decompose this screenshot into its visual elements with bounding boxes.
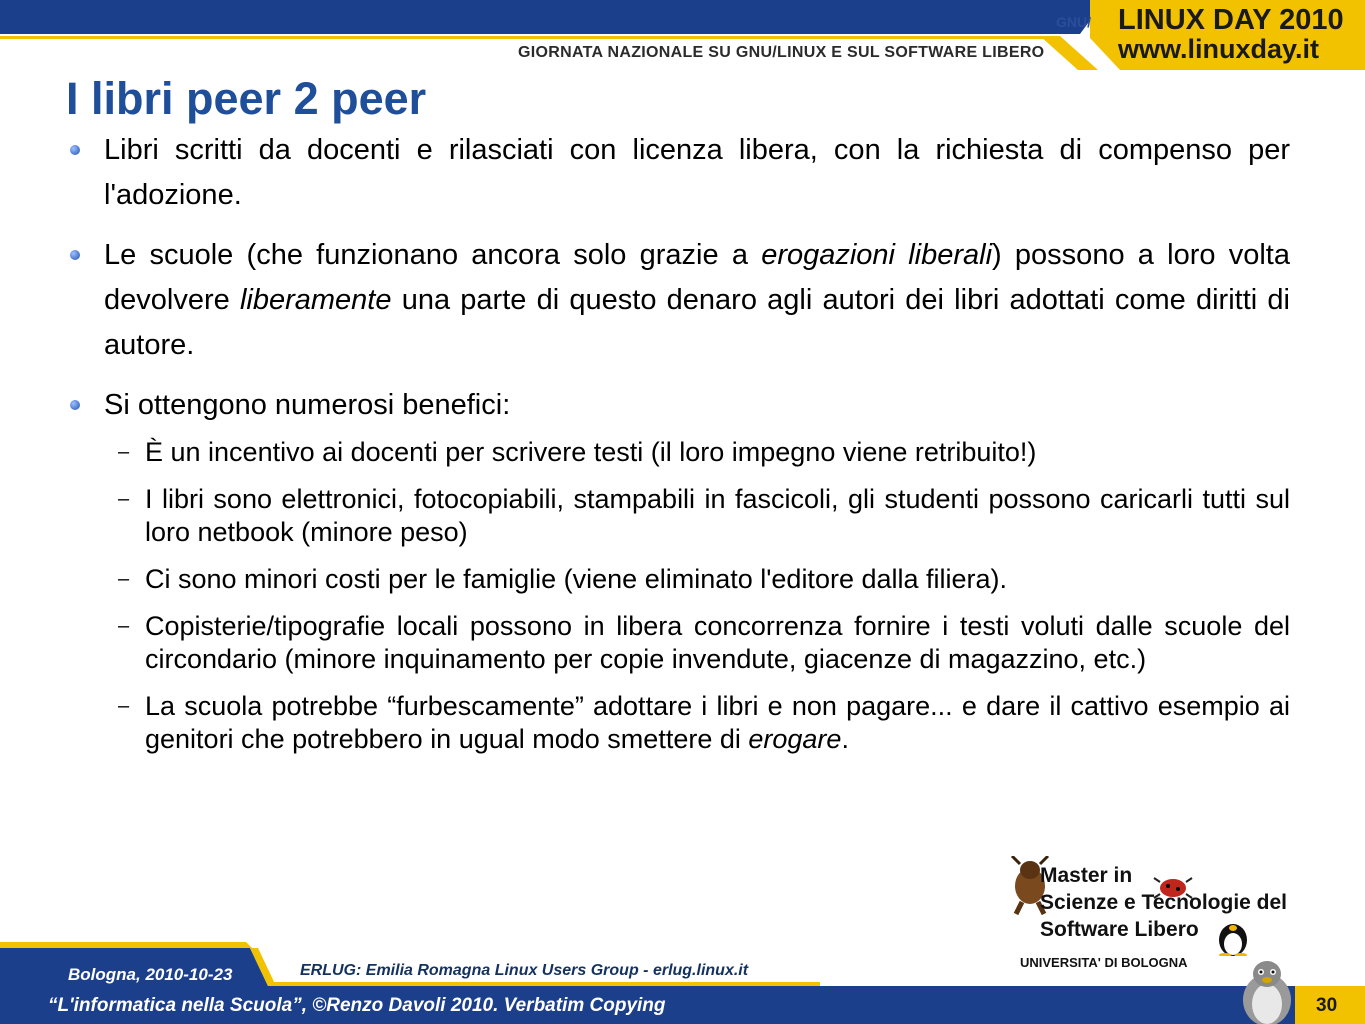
sub-item-text: .: [841, 724, 849, 754]
bullet-item: Si ottengono numerosi benefici:: [70, 383, 1290, 428]
sub-item-text: La scuola potrebbe “furbescamente” adottare i libri e non pagare... e dare il cattivo esempio ai genitori che potrebbero in ugual modo smettere di: [145, 691, 1290, 754]
bullet-text: una parte di questo denaro agli autori dei libri adottati come diritti di autore.: [104, 284, 1290, 361]
logo-line-1: Master in: [1040, 864, 1133, 887]
page-number: 30: [1316, 995, 1338, 1016]
sub-item: – Ci sono minori costi per le famiglie (viene eliminato l'editore dalla filiera).: [70, 563, 1290, 596]
university-label: UNIVERSITA' DI BOLOGNA: [1020, 955, 1188, 970]
event-subtitle: GIORNATA NAZIONALE SU GNU/LINUX E SUL SOFTWARE LIBERO: [518, 44, 1045, 61]
bullet-item: Libri scritti da docenti e rilasciati con licenza libera, con la richiesta di compenso per l'adozione.: [70, 128, 1290, 218]
bullet-item: [70, 233, 1290, 368]
event-url: www.linuxday.it: [1118, 34, 1320, 64]
sub-item: – Copisterie/tipografie locali possono in libera concorrenza fornire i testi voluti dalle scuole del circondario (minore inquinamento per copie invendute, giacenze di magazzino, etc.): [70, 610, 1290, 676]
bullet-text: Le scuole (che funzionano ancora solo grazie a: [104, 239, 762, 271]
footer-group: ERLUG: Emilia Romagna Linux Users Group - erlug.linux.it: [300, 962, 749, 979]
slide-content: [70, 128, 1290, 770]
sub-item: – I libri sono elettronici, fotocopiabili, stampabili in fascicoli, gli studenti possono caricarli tutti sul loro netbook (minore peso): [70, 483, 1290, 549]
footer-copyright: “L'informatica nella Scuola”, ©Renzo Davoli 2010. Verbatim Copying: [48, 995, 666, 1016]
sub-item: – È un incentivo ai docenti per scrivere testi (il loro impegno viene retribuito!): [70, 436, 1290, 469]
slide-title: I libri peer 2 peer: [66, 73, 427, 124]
logo-line-2: Scienze e Tecnologie del: [1040, 891, 1288, 914]
emphasis-text: liberamente: [239, 284, 392, 316]
event-title: LINUX DAY 2010: [1118, 4, 1344, 36]
tux-penguin-icon: [1236, 960, 1298, 1024]
footer-date: Bologna, 2010-10-23: [68, 965, 233, 984]
emphasis-text: erogazioni liberali: [761, 239, 993, 271]
sub-item: [70, 690, 1290, 756]
gnu-tag: GNU/: [1056, 14, 1091, 30]
logo-line-3: Software Libero: [1040, 918, 1199, 941]
bullet-text: ) possono a loro volta devolvere: [104, 239, 1290, 316]
emphasis-text: erogare: [748, 724, 842, 754]
